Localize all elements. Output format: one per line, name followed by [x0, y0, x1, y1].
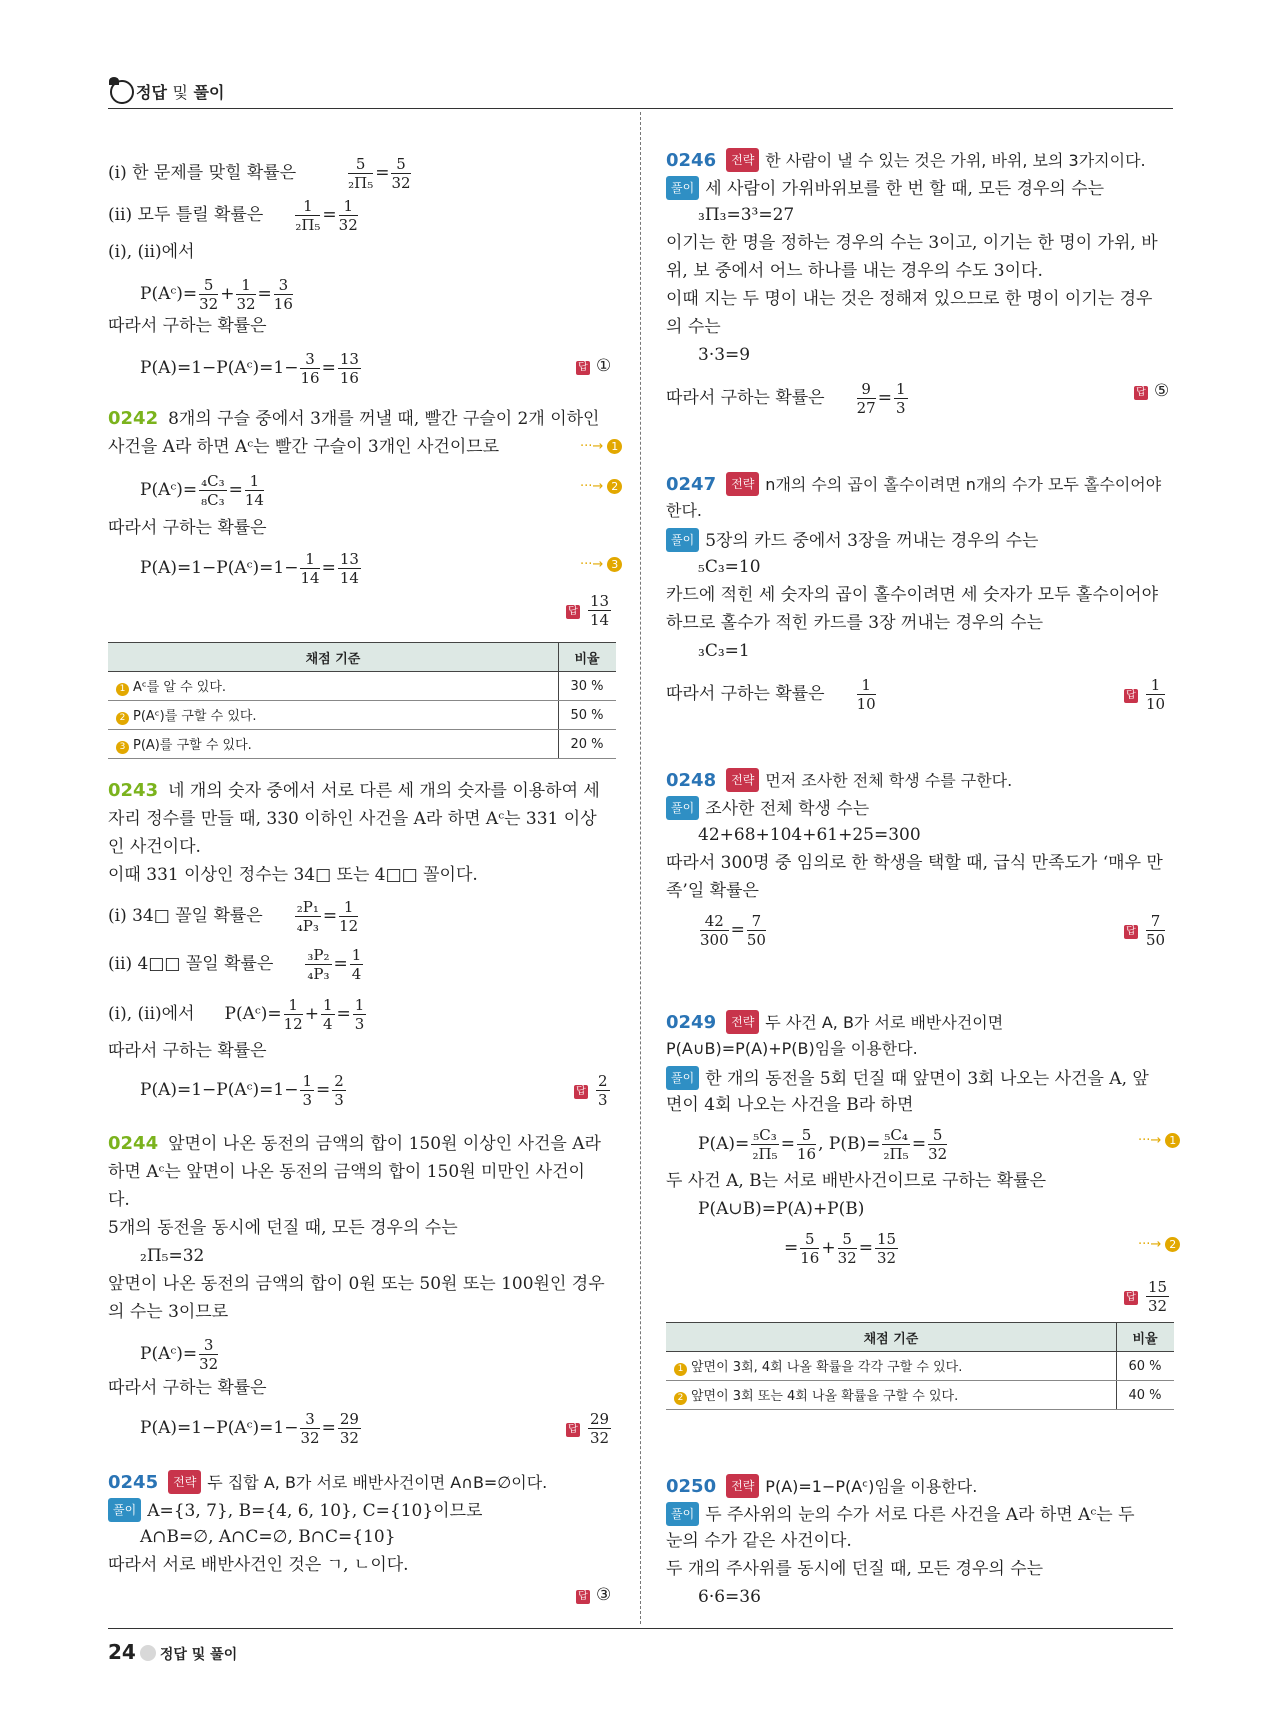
text-line: 두 개의 주사위를 동시에 던질 때, 모든 경우의 수는 [666, 1559, 1044, 1579]
text-line: 앞면이 나온 동전의 금액의 합이 0원 또는 50원 또는 100원인 경우 [108, 1274, 605, 1294]
answer-icon: 답 [1124, 689, 1138, 703]
text-line: 족’일 확률은 [666, 881, 759, 901]
text-line: P(A∪B)=P(A)+P(B)임을 이용한다. [666, 1039, 918, 1058]
mascot-icon [140, 1645, 156, 1661]
problem-0244-line1: 0244 앞면이 나온 동전의 금액의 합이 150원 이상인 사건을 A라 [108, 1133, 601, 1154]
text-line: 하면 Aᶜ는 앞면이 나온 동전의 금액의 합이 150원 미만인 사건이 [108, 1162, 585, 1182]
text-line: 풀이 5장의 카드 중에서 3장을 꺼내는 경우의 수는 [666, 528, 1038, 552]
answer-icon: 답 [1134, 386, 1148, 400]
step-marker-2: ···→ 2 [580, 479, 622, 494]
footer-label: 정답 및 풀이 [159, 1647, 238, 1663]
table-header: 비율 [1117, 1323, 1175, 1352]
table-row: 1 Aᶜ를 알 수 있다. 30 % [108, 672, 616, 701]
problem-0246-line1: 0246 전략 한 사람이 낼 수 있는 것은 가위, 바위, 보의 3가지이다. [666, 150, 1146, 171]
text-line: 풀이 A={3, 7}, B={4, 6, 10}, C={10}이므로 [108, 1498, 482, 1522]
step-marker-1: ···→ 1 [580, 439, 622, 454]
formula-line: P(A)= $\frac{\text{₅C₃}}{\text{₂Π₅}}$ = $\frac{5}{16}$ , P(B)= $\frac{\text{₅C₄}}{\text{₂Π₅}}$ = $\frac{5}{32}$ [698, 1126, 948, 1163]
grading-table-2 [666, 1322, 1174, 1410]
formula-line: $\frac{42}{300}$ = $\frac{7}{50}$ [700, 912, 766, 949]
table-header: 채점 기준 [666, 1323, 1117, 1352]
table-row: 3 P(A)를 구할 수 있다. 20 % [108, 730, 616, 759]
page-header [108, 78, 1173, 109]
text-line: 이기는 한 명을 정하는 경우의 수는 3이고, 이기는 한 명이 가위, 바 [666, 233, 1158, 253]
formula-line: P(Aᶜ)= $\frac{\text{₄C₃}}{\text{₈C₃}}$ = $\frac{1}{14}$ [140, 472, 264, 509]
table-header: 비율 [559, 643, 617, 672]
answer-icon: 답 [566, 1423, 580, 1437]
answer-icon: 답 [1124, 1291, 1138, 1305]
text-line: 풀이 세 사람이 가위바위보를 한 번 할 때, 모든 경우의 수는 [666, 176, 1104, 200]
text-line: 이때 지는 두 명이 내는 것은 정해져 있으므로 한 명이 이기는 경우 [666, 289, 1153, 309]
page-footer [108, 1640, 237, 1664]
answer-icon: 답 [576, 361, 590, 375]
text-line: 인 사건이다. [108, 837, 201, 857]
answer-icon: 답 [576, 1590, 590, 1604]
text-line: 풀이 한 개의 동전을 5회 던질 때 앞면이 3회 나오는 사건을 A, 앞 [666, 1066, 1149, 1090]
answer-icon: 답 [566, 605, 580, 619]
table-row: 1 앞면이 3회, 4회 나올 확률을 각각 구할 수 있다. 60 % [666, 1352, 1174, 1381]
formula-line: A∩B=∅, A∩C=∅, B∩C={10} [140, 1527, 396, 1547]
formula-line: P(Aᶜ)= $\frac{5}{32}$ + $\frac{1}{32}$ = $\frac{3}{16}$ [140, 276, 293, 313]
text-line: 의 수는 3이므로 [108, 1302, 229, 1322]
text-line: 자리 정수를 만들 때, 330 이하인 사건을 A라 하면 Aᶜ는 331 이상 [108, 809, 597, 829]
problem-0242-line1: 0242 8개의 구슬 중에서 3개를 꺼낼 때, 빨간 구슬이 2개 이하인 [108, 408, 600, 429]
table-row: 2 앞면이 3회 또는 4회 나올 확률을 구할 수 있다. 40 % [666, 1381, 1174, 1410]
formula-line: = $\frac{5}{16}$ + $\frac{5}{32}$ = $\frac{15}{32}$ [784, 1230, 897, 1267]
formula-line: P(A)=1−P(Aᶜ)=1− $\frac{1}{3}$ = $\frac{2}{3}$ [140, 1072, 344, 1109]
problem-0247-line1: 0247 전략 n개의 수의 곱이 홀수이려면 n개의 수가 모두 홀수이어야 [666, 474, 1162, 495]
text-line: 5개의 동전을 동시에 던질 때, 모든 경우의 수는 [108, 1218, 458, 1238]
formula-line: P(A)=1−P(Aᶜ)=1− $\frac{3}{16}$ = $\frac{13}{16}$ [140, 350, 359, 387]
step-marker-1: ···→ 1 [1138, 1133, 1180, 1148]
text-line: 이때 331 이상인 정수는 34□ 또는 4□□ 꼴이다. [108, 865, 478, 885]
text-line: 한다. [666, 501, 702, 520]
formula-line: 6·6=36 [698, 1587, 761, 1607]
answer: 답 $\frac{1}{10}$ [1124, 676, 1167, 713]
text-line: 카드에 적힌 세 숫자의 곱이 홀수이려면 세 숫자가 모두 홀수이어야 [666, 585, 1159, 605]
problem-0243-line1: 0243 네 개의 숫자 중에서 서로 다른 세 개의 숫자를 이용하여 세 [108, 780, 600, 801]
table-header: 채점 기준 [108, 643, 559, 672]
page-number: 24 [108, 1640, 136, 1664]
answer: 답 ① [576, 355, 611, 377]
text-line: 따라서 구하는 확률은 [108, 518, 267, 538]
problem-0249-line1: 0249 전략 두 사건 A, B가 서로 배반사건이면 [666, 1012, 1004, 1033]
footer-rule [108, 1628, 1173, 1629]
problem-0248-line1: 0248 전략 먼저 조사한 전체 학생 수를 구한다. [666, 770, 1013, 791]
answer: 답 ⑤ [1134, 380, 1169, 402]
text-line: 따라서 구하는 확률은 [108, 316, 267, 336]
header-title: 정답 및 풀이 [136, 83, 225, 102]
problem-0250-line1: 0250 전략 P(A)=1−P(Aᶜ)임을 이용한다. [666, 1476, 978, 1497]
formula-line: ₂Π₅=32 [140, 1246, 205, 1266]
column-divider [640, 112, 641, 1624]
text-line: 풀이 조사한 전체 학생 수는 [666, 796, 869, 820]
formula-line: P(A)=1−P(Aᶜ)=1− $\frac{3}{32}$ = $\frac{29}{32}$ [140, 1410, 359, 1447]
formula-line: P(A∪B)=P(A)+P(B) [698, 1199, 865, 1219]
text-line: 따라서 구하는 확률은 [108, 1041, 267, 1061]
text-line: 두 사건 A, B는 서로 배반사건이므로 구하는 확률은 [666, 1171, 1047, 1191]
case-2-line: (ⅱ) 모두 틀릴 확률은 $\frac{1}{\text{₂Π₅}}$ = $\frac{1}{32}$ [108, 197, 358, 234]
case-1-line: (ⅰ) 34□ 꼴일 확률은 $\frac{\text{₂P₁}}{\text{₄P₃}}$ = $\frac{1}{12}$ [108, 898, 359, 935]
text-line: 따라서 서로 배반사건인 것은 ㄱ, ㄴ이다. [108, 1555, 409, 1575]
formula-line: P(A)=1−P(Aᶜ)=1− $\frac{1}{14}$ = $\frac{13}{14}$ [140, 550, 359, 587]
text-line: 따라서 구하는 확률은 $\frac{1}{10}$ [666, 676, 876, 713]
answer: 답 $\frac{7}{50}$ [1124, 912, 1167, 949]
formula-line: ₅C₃=10 [698, 557, 761, 577]
step-marker-2: ···→ 2 [1138, 1237, 1180, 1252]
answer: 답 ③ [576, 1584, 611, 1606]
text-line: 사건을 A라 하면 Aᶜ는 빨간 구슬이 3개인 사건이므로 [108, 437, 500, 457]
answer: 답 $\frac{13}{14}$ [566, 592, 613, 629]
formula-line: P(Aᶜ)= $\frac{3}{32}$ [140, 1336, 219, 1373]
formula-line: ₃C₃=1 [698, 641, 750, 661]
text-line: 위, 보 중에서 어느 하나를 내는 경우의 수도 3이다. [666, 261, 1043, 281]
formula-line: 42+68+104+61+25=300 [698, 825, 921, 845]
formula-line: ₃Π₃=3³=27 [698, 205, 795, 225]
text-line: 풀이 두 주사위의 눈의 수가 서로 다른 사건을 A라 하면 Aᶜ는 두 [666, 1502, 1135, 1526]
text-line: 하므로 홀수가 적힌 카드를 3장 꺼내는 경우의 수는 [666, 613, 1044, 633]
text-line: 의 수는 [666, 317, 721, 337]
problem-0245-line1: 0245 전략 두 집합 A, B가 서로 배반사건이면 A∩B=∅이다. [108, 1472, 548, 1493]
answer-icon: 답 [1124, 925, 1138, 939]
table-row: 2 P(Aᶜ)를 구할 수 있다. 50 % [108, 701, 616, 730]
case-1-line: (ⅰ) 한 문제를 맞힐 확률은 $\frac{5}{\text{₂Π₅}}$ = $\frac{5}{32}$ [108, 155, 411, 192]
text-line: 다. [108, 1190, 130, 1210]
text-line: 눈의 수가 같은 사건이다. [666, 1531, 852, 1551]
formula-line: 3·3=9 [698, 345, 751, 365]
formula-line: (ⅰ), (ⅱ)에서 P(Aᶜ)= $\frac{1}{12}$ + $\frac{1}{4}$ = $\frac{1}{3}$ [108, 996, 365, 1033]
answer: 답 $\frac{29}{32}$ [566, 1410, 613, 1447]
case-2-line: (ⅱ) 4□□ 꼴일 확률은 $\frac{\text{₃P₂}}{\text{₄P₃}}$ = $\frac{1}{4}$ [108, 946, 362, 983]
answer-icon: 답 [574, 1085, 588, 1099]
text-line: 면이 4회 나오는 사건을 B라 하면 [666, 1095, 914, 1115]
mascot-icon [110, 80, 134, 104]
grading-table-1 [108, 642, 616, 759]
text-line: 따라서 구하는 확률은 $\frac{9}{27}$ = $\frac{1}{3}$ [666, 380, 906, 417]
answer: 답 $\frac{15}{32}$ [1124, 1278, 1171, 1315]
text-line: (ⅰ), (ⅱ)에서 [108, 242, 195, 262]
text-line: 따라서 구하는 확률은 [108, 1378, 267, 1398]
answer: 답 $\frac{2}{3}$ [574, 1072, 612, 1109]
step-marker-3: ···→ 3 [580, 557, 622, 572]
text-line: 따라서 300명 중 임의로 한 학생을 택할 때, 급식 만족도가 ‘매우 만 [666, 853, 1163, 873]
